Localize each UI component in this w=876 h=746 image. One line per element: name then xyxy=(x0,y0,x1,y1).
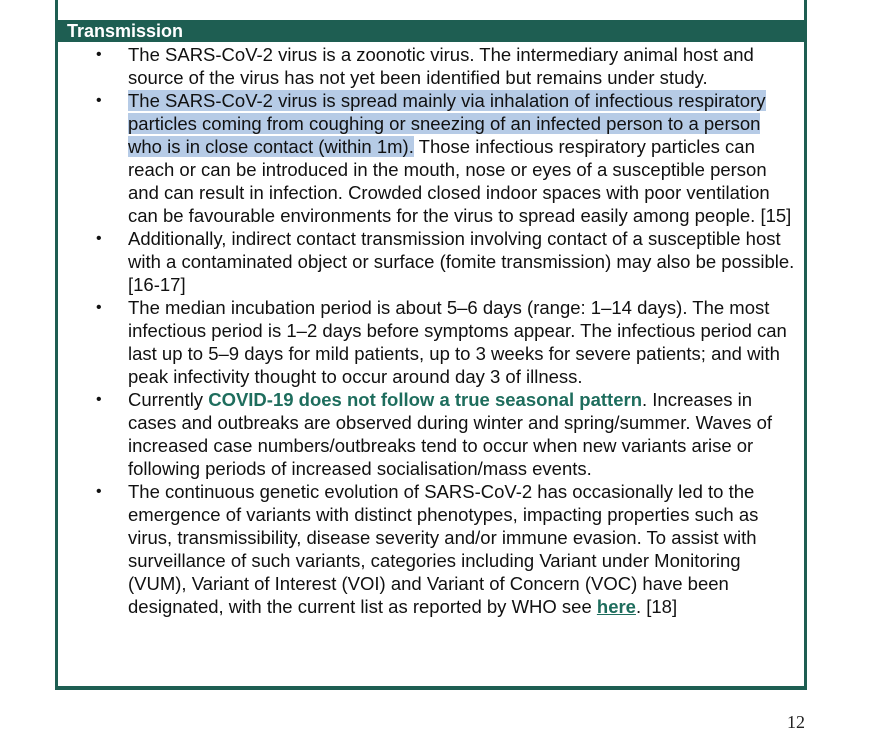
bullet-item xyxy=(58,43,804,89)
bullet-icon: • xyxy=(96,299,102,316)
page-number: 12 xyxy=(787,712,805,732)
bullet-item xyxy=(58,227,804,296)
bullet-item xyxy=(58,89,804,227)
bullet-text: The SARS-CoV-2 virus is a zoonotic virus. The intermediary animal host and source of the virus has not yet been identified but remains under study. xyxy=(128,44,754,88)
bullet-icon: • xyxy=(96,92,102,109)
section-title: Transmission xyxy=(58,20,804,42)
bullet-item xyxy=(58,388,804,480)
bullet-icon: • xyxy=(96,391,102,408)
bullet-text: The median incubation period is about 5–6 days (range: 1–14 days). The most infectious period is 1–2 days before symptoms appear. The infectious period can last up to 5–9 days for mild patients, up to 3 weeks for severe patients; and with peak infectivity thought to occur around day 3 of illness. xyxy=(128,297,787,387)
bullet-icon: • xyxy=(96,46,102,63)
bullet-text: Those infectious respiratory particles can reach or can be introduced in the mouth, nose or eyes of a susceptible person and can result in infection. Crowded closed indoor spaces with poor ventilation can be favourable environments for the virus to spread easily among people. [15] xyxy=(128,136,792,226)
emphasis-text: COVID-19 does not follow a true seasonal pattern xyxy=(208,389,643,410)
bullet-list xyxy=(58,43,804,618)
who-variants-link[interactable]: here xyxy=(596,596,636,617)
bullet-item xyxy=(58,296,804,388)
bullet-text: . [18] xyxy=(635,596,678,617)
bullet-text: Currently xyxy=(128,389,209,410)
bullet-text: . Increases in cases and outbreaks are observed during winter and spring/summer. Waves of increased case numbers/outbreaks tend to occur when new variants arise or following periods of increased socialisation/mass events. xyxy=(128,389,773,479)
transmission-box xyxy=(55,0,807,690)
bullet-icon: • xyxy=(96,230,102,247)
bullet-text: Additionally, indirect contact transmission involving contact of a susceptible host with a contaminated object or surface (fomite transmission) may also be possible. [16-17] xyxy=(128,228,795,295)
bullet-item xyxy=(58,480,804,618)
bullet-text: The continuous genetic evolution of SARS-CoV-2 has occasionally led to the emergence of variants with distinct phenotypes, impacting properties such as virus, transmissibility, disease severity and/or immune evasion. To assist with surveillance of such variants, categories including Variant under Monitoring (VUM), Variant of Interest (VOI) and Variant of Concern (VOC) have been designated, with the current list as reported by WHO see xyxy=(128,481,759,617)
highlighted-text[interactable]: The SARS-CoV-2 virus is spread mainly via inhalation of infectious respiratory particles coming from coughing or sneezing of an infected person to a person who is in close contact (within 1m). xyxy=(128,90,766,157)
bullet-icon: • xyxy=(96,483,102,500)
